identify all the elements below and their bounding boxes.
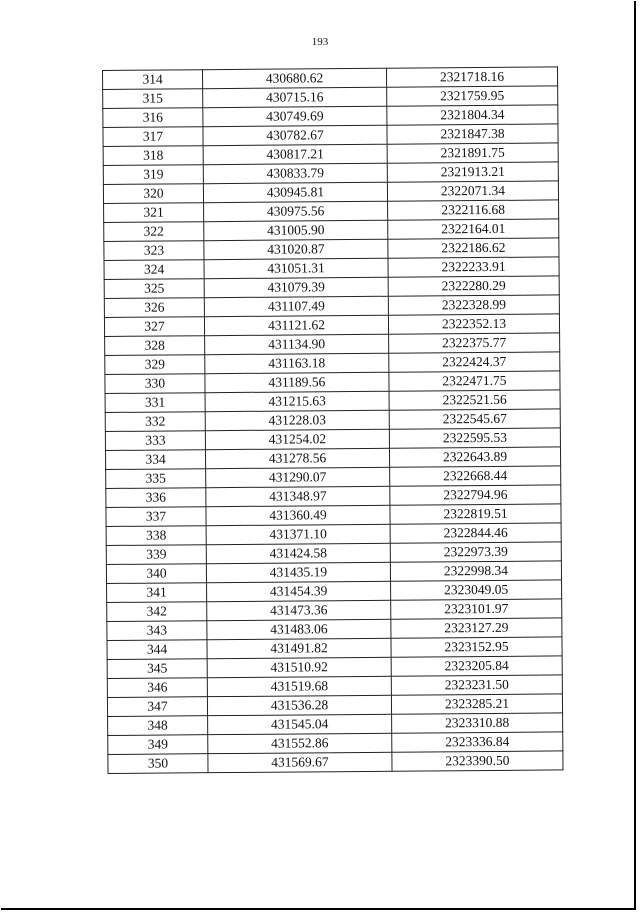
point-number-cell: 330 (105, 374, 205, 394)
point-number-cell: 341 (107, 583, 207, 603)
y-coordinate-cell: 2322794.96 (390, 485, 561, 505)
y-coordinate-cell: 2321718.16 (386, 67, 557, 87)
point-number-cell: 345 (107, 659, 207, 679)
point-number-cell: 328 (105, 336, 205, 356)
y-coordinate-cell: 2322668.44 (390, 466, 561, 486)
x-coordinate-cell: 430680.62 (203, 68, 387, 88)
y-coordinate-cell: 2322545.67 (389, 409, 560, 429)
point-number-cell: 344 (107, 640, 207, 660)
y-coordinate-cell: 2323231.50 (391, 675, 562, 695)
point-number-cell: 333 (105, 431, 205, 451)
y-coordinate-cell: 2322071.34 (387, 181, 558, 201)
y-coordinate-cell: 2322328.99 (388, 295, 559, 315)
point-number-cell: 321 (104, 203, 204, 223)
y-coordinate-cell: 2322116.68 (388, 200, 559, 220)
point-number-cell: 325 (104, 279, 204, 299)
x-coordinate-cell: 431552.86 (208, 733, 392, 753)
y-coordinate-cell: 2323127.29 (391, 618, 562, 638)
point-number-cell: 322 (104, 222, 204, 242)
x-coordinate-cell: 431254.02 (205, 429, 389, 449)
x-coordinate-cell: 431536.28 (207, 695, 391, 715)
point-number-cell: 318 (103, 146, 203, 166)
point-number-cell: 339 (106, 545, 206, 565)
point-number-cell: 336 (106, 488, 206, 508)
x-coordinate-cell: 431020.87 (204, 239, 388, 259)
y-coordinate-cell: 2323310.88 (392, 713, 563, 733)
x-coordinate-cell: 431435.19 (206, 562, 390, 582)
point-number-cell: 315 (103, 89, 203, 109)
point-number-cell: 350 (108, 754, 208, 774)
y-coordinate-cell: 2322375.77 (389, 333, 560, 353)
x-coordinate-cell: 430833.79 (203, 163, 387, 183)
x-coordinate-cell: 430715.16 (203, 87, 387, 107)
x-coordinate-cell: 431473.36 (207, 600, 391, 620)
x-coordinate-cell: 431424.58 (206, 543, 390, 563)
y-coordinate-cell: 2323205.84 (391, 656, 562, 676)
y-coordinate-cell: 2321913.21 (387, 162, 558, 182)
x-coordinate-cell: 431005.90 (204, 220, 388, 240)
y-coordinate-cell: 2323152.95 (391, 637, 562, 657)
point-number-cell: 337 (106, 507, 206, 527)
x-coordinate-cell: 431348.97 (206, 486, 390, 506)
y-coordinate-cell: 2323049.05 (391, 580, 562, 600)
y-coordinate-cell: 2322164.01 (388, 219, 559, 239)
point-number-cell: 327 (104, 317, 204, 337)
x-coordinate-cell: 430782.67 (203, 125, 387, 145)
x-coordinate-cell: 430817.21 (203, 144, 387, 164)
x-coordinate-cell: 431371.10 (206, 524, 390, 544)
x-coordinate-cell: 431519.68 (207, 676, 391, 696)
table-row (108, 751, 563, 774)
point-number-cell: 331 (105, 393, 205, 413)
page-number: 193 (311, 36, 329, 48)
point-number-cell: 340 (106, 564, 206, 584)
y-coordinate-cell: 2321847.38 (387, 124, 558, 144)
y-coordinate-cell: 2323101.97 (391, 599, 562, 619)
point-number-cell: 338 (106, 526, 206, 546)
x-coordinate-cell: 431545.04 (208, 714, 392, 734)
point-number-cell: 334 (105, 450, 205, 470)
y-coordinate-cell: 2321804.34 (387, 105, 558, 125)
x-coordinate-cell: 431107.49 (204, 296, 388, 316)
point-number-cell: 346 (107, 678, 207, 698)
x-coordinate-cell: 431290.07 (206, 467, 390, 487)
x-coordinate-cell: 431278.56 (205, 448, 389, 468)
x-coordinate-cell: 431569.67 (208, 752, 392, 772)
point-number-cell: 347 (107, 697, 207, 717)
y-coordinate-cell: 2322844.46 (390, 523, 561, 543)
point-number-cell: 329 (105, 355, 205, 375)
y-coordinate-cell: 2322233.91 (388, 257, 559, 277)
x-coordinate-cell: 431215.63 (205, 391, 389, 411)
y-coordinate-cell: 2322595.53 (389, 428, 560, 448)
point-number-cell: 348 (108, 716, 208, 736)
y-coordinate-cell: 2322186.62 (388, 238, 559, 258)
y-coordinate-cell: 2322819.51 (390, 504, 561, 524)
y-coordinate-cell: 2322424.37 (389, 352, 560, 372)
point-number-cell: 326 (104, 298, 204, 318)
y-coordinate-cell: 2322643.89 (389, 447, 560, 467)
point-number-cell: 317 (103, 127, 203, 147)
x-coordinate-cell: 430975.56 (204, 201, 388, 221)
x-coordinate-cell: 431228.03 (205, 410, 389, 430)
x-coordinate-cell: 431454.39 (207, 581, 391, 601)
point-number-cell: 316 (103, 108, 203, 128)
x-coordinate-cell: 431163.18 (205, 353, 389, 373)
point-number-cell: 324 (104, 260, 204, 280)
y-coordinate-cell: 2322471.75 (389, 371, 560, 391)
y-coordinate-cell: 2322998.34 (390, 561, 561, 581)
point-number-cell: 332 (105, 412, 205, 432)
x-coordinate-cell: 431510.92 (207, 657, 391, 677)
point-number-cell: 323 (104, 241, 204, 261)
coordinate-table-body (103, 67, 564, 774)
y-coordinate-cell: 2323390.50 (392, 751, 563, 771)
y-coordinate-cell: 2322280.29 (388, 276, 559, 296)
y-coordinate-cell: 2322521.56 (389, 390, 560, 410)
y-coordinate-cell: 2323336.84 (392, 732, 563, 752)
x-coordinate-cell: 431360.49 (206, 505, 390, 525)
point-number-cell: 343 (107, 621, 207, 641)
x-coordinate-cell: 431079.39 (204, 277, 388, 297)
point-number-cell: 342 (107, 602, 207, 622)
x-coordinate-cell: 431051.31 (204, 258, 388, 278)
point-number-cell: 319 (103, 165, 203, 185)
y-coordinate-cell: 2323285.21 (391, 694, 562, 714)
x-coordinate-cell: 431483.06 (207, 619, 391, 639)
y-coordinate-cell: 2321891.75 (387, 143, 558, 163)
x-coordinate-cell: 430749.69 (203, 106, 387, 126)
x-coordinate-cell: 431134.90 (205, 334, 389, 354)
x-coordinate-cell: 431491.82 (207, 638, 391, 658)
point-number-cell: 349 (108, 735, 208, 755)
point-number-cell: 314 (103, 70, 203, 90)
coordinate-table (102, 66, 564, 774)
y-coordinate-cell: 2322352.13 (388, 314, 559, 334)
x-coordinate-cell: 430945.81 (203, 182, 387, 202)
x-coordinate-cell: 431189.56 (205, 372, 389, 392)
point-number-cell: 320 (103, 184, 203, 204)
y-coordinate-cell: 2321759.95 (387, 86, 558, 106)
y-coordinate-cell: 2322973.39 (390, 542, 561, 562)
x-coordinate-cell: 431121.62 (204, 315, 388, 335)
point-number-cell: 335 (106, 469, 206, 489)
